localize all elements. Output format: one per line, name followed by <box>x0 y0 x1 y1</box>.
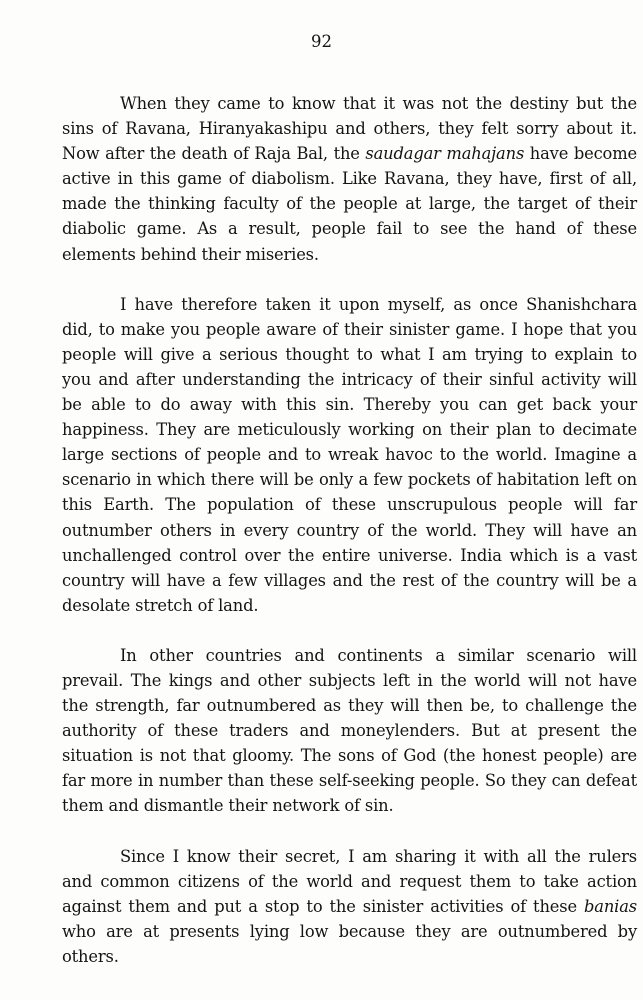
body-text <box>62 91 637 969</box>
paragraph-1-italic-term: saudagar mahajans <box>365 144 525 164</box>
paragraph-2 <box>62 292 637 618</box>
paragraph-2-text: I have therefore taken it upon myself, as once Shanishchara did, to make you people aware of their sinister game. I hope that you people will give a serious thought to what I am trying to explain to you and after understanding the intricacy of their sinful activity will be able to do away with this sin. Thereby you can get back your happiness. They are meticulously working on their plan to decimate large sections of people and to wreak havoc to the world. Imagine a scenario in which there will be only a few pockets of habitation left on this Earth. The population of these unscrupulous people will far outnumber others in every country of the world. They will have an unchallenged control over the entire universe. India which is a vast country will have a few villages and the rest of the country will be a desolate stretch of land. <box>62 294 637 615</box>
paragraph-1 <box>62 91 637 267</box>
paragraph-1-text-continued: have become active in this game of diabolism. Like Ravana, they have, first of all, made the thinking faculty of the people at large, the target of their diabolic game. As a result, people fail to see the hand of these elements behind their miseries. <box>62 144 637 264</box>
paragraph-4-text-continued: who are at presents lying low because they are outnumbered by others. <box>62 921 637 966</box>
paragraph-4-italic-term: banias <box>584 896 637 916</box>
paragraph-3 <box>62 643 637 819</box>
paragraph-4-text: Since I know their secret, I am sharing it with all the rulers and common citizens of the world and request them to take action against them and put a stop to the sinister activities of these <box>62 846 637 916</box>
paragraph-4 <box>62 844 637 969</box>
page-number: 92 <box>311 32 332 51</box>
paragraph-3-text: In other countries and continents a similar scenario will prevail. The kings and other subjects left in the world will not have the strength, far outnumbered as they will then be, to challenge the authority of these traders and moneylenders. But at present the situation is not that gloomy. The sons of God (the honest people) are far more in number than these self-seeking people. So they can defeat them and dismantle their network of sin. <box>62 645 637 816</box>
paragraph-1-text: When they came to know that it was not the destiny but the sins of Ravana, Hiranyakashipu and others, they felt sorry about it. Now after the death of Raja Bal, the <box>62 94 637 164</box>
